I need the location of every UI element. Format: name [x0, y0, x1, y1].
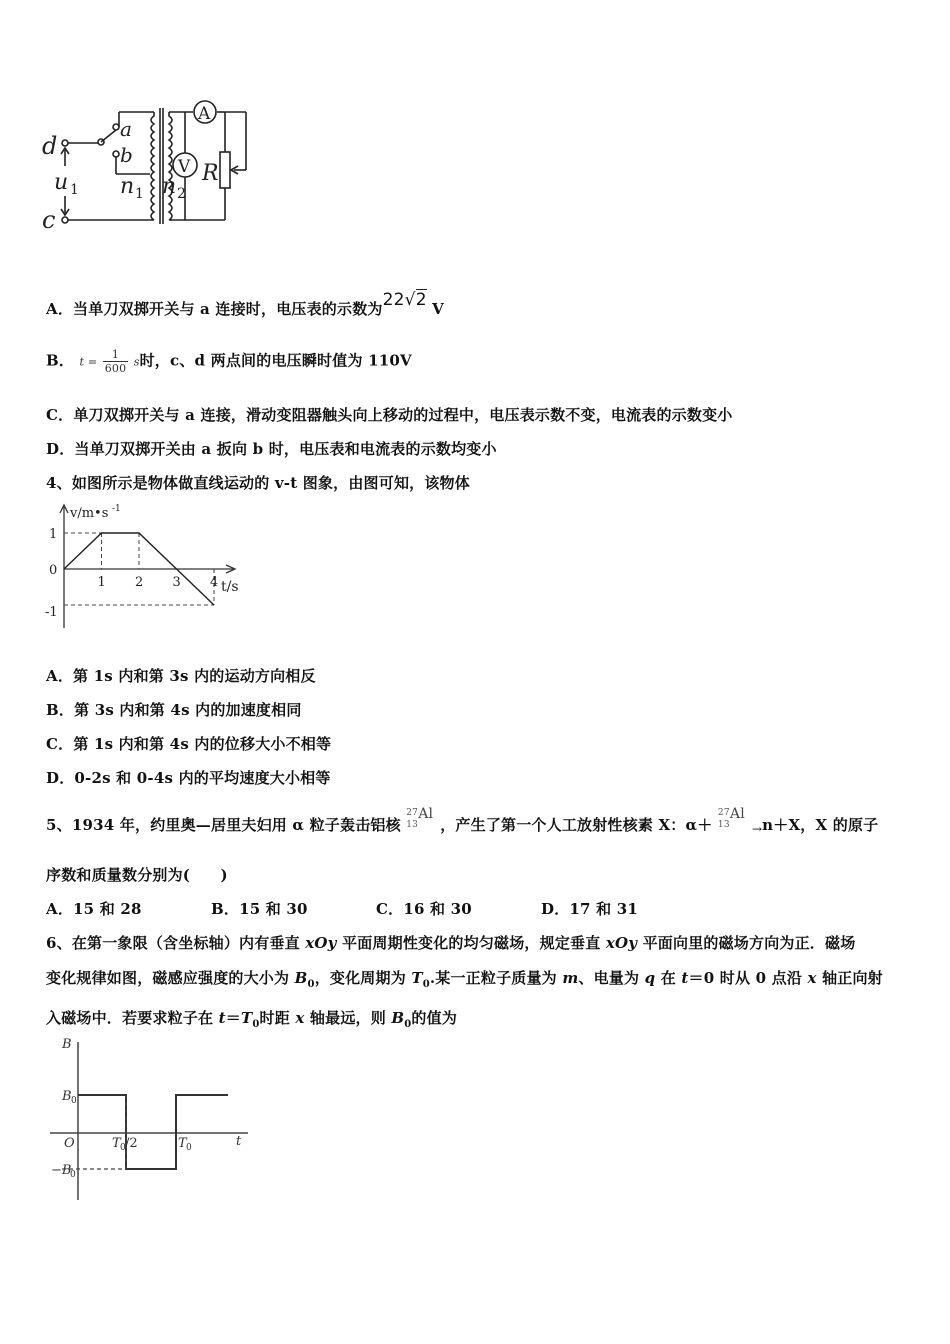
x-tick-label: 4	[210, 575, 219, 590]
vt-graph	[36, 500, 256, 635]
bt-half-period-sub: 0	[120, 1143, 126, 1153]
al-nuclide-symbol-2: 27 13 Al	[717, 806, 745, 830]
bt-b0-sub: 0	[71, 1096, 77, 1106]
voltmeter-icon: V	[178, 157, 191, 177]
x-tick-label: 3	[172, 575, 181, 590]
resistor-r-label: R	[202, 161, 219, 186]
q5-option-b: B．15 和 30	[211, 900, 308, 918]
q6-line2: 变化规律如图，磁感应强度的大小为 $B_0$，变化周期为 $T_0$.某一正粒子质量为 m、电量为 q 在 t＝0 时从 0 点沿 x 轴正向射	[46, 969, 883, 990]
n2-label: n	[162, 174, 177, 199]
y-tick-label: -1	[45, 605, 58, 620]
bt-minus-b0-label: −B	[51, 1163, 72, 1178]
q6-line1: 6、在第一象限（含坐标轴）内有垂直 xOy 平面周期性变化的均匀磁场，规定垂直 xOy 平面向里的磁场方向为正．磁场	[46, 934, 856, 952]
q5-line2: 序数和质量数分别为( )	[46, 866, 228, 884]
sqrt-icon: √	[404, 290, 416, 310]
u1-label: u	[54, 170, 69, 195]
bt-y-label: B	[62, 1037, 72, 1052]
vt-ylabel-sup: -1	[112, 504, 121, 514]
q3-option-b-t: t =	[79, 355, 98, 369]
q3-option-a: A．当单刀双掷开关与 a 连接时，电压表的示数为22√2 V	[46, 290, 445, 318]
bt-period-label: T	[178, 1136, 187, 1151]
q3-option-d: D．当单刀双掷开关由 a 扳向 b 时，电压表和电流表的示数均变小	[46, 440, 497, 458]
q5-options	[46, 898, 706, 919]
q6-line3: 入磁场中．若要求粒子在 $t=T_0$时距 x 轴最远，则 $B_0$的值为	[46, 1009, 458, 1030]
switch-a-label: a	[120, 117, 132, 141]
reaction-arrow-icon: →	[751, 822, 763, 836]
x-tick-label: 2	[135, 575, 144, 590]
q4-option-c: C．第 1s 内和第 4s 内的位移大小不相等	[46, 735, 332, 753]
q3-option-a-value: 22	[382, 290, 405, 310]
y-tick-label: 0	[49, 563, 58, 578]
q5-line1: 5、1934 年，约里奥—居里夫妇用 α 粒子轰击铝核 27 13 Al ，产生了第一个人工放射性核素 X：α＋ 27 13 Al $_\to$n＋X，X 的原子	[46, 806, 879, 836]
x-tick-label: 1	[97, 575, 106, 590]
q4-stem: 4、如图所示是物体做直线运动的 v-t 图象，由图可知，该物体	[46, 474, 470, 492]
transformer-circuit-diagram	[40, 96, 255, 231]
terminal-d-label: d	[42, 132, 58, 160]
switch-b-label: b	[120, 143, 133, 167]
bt-x-label: t	[236, 1134, 242, 1149]
q3-option-b: B． t = $\frac{1}{600}$ s时，c、d 两点间的电压瞬时值为 110V	[46, 348, 412, 375]
terminal-c-label: c	[42, 206, 56, 231]
q5-option-c: C．16 和 30	[376, 900, 472, 918]
q4-option-b: B．第 3s 内和第 4s 内的加速度相同	[46, 701, 302, 719]
bt-half-period-tail: /2	[125, 1136, 138, 1151]
n1-subscript: 1	[135, 186, 144, 202]
u1-subscript: 1	[70, 182, 79, 198]
bt-waveform	[78, 1095, 228, 1169]
al-nuclide-symbol: 27 13 Al	[406, 806, 434, 830]
q4-option-a: A．第 1s 内和第 3s 内的运动方向相反	[46, 667, 316, 685]
vt-xlabel: t/s	[221, 579, 239, 595]
y-tick-label: 1	[49, 527, 58, 542]
q3-option-b-fraction: $\frac{1}{600}$	[104, 348, 127, 375]
bt-origin-label: O	[64, 1136, 75, 1151]
vt-ylabel: v/m•s	[70, 506, 109, 521]
q3-option-b-unit: s	[133, 355, 140, 369]
ammeter-icon: A	[198, 104, 211, 124]
bt-period-sub: 0	[186, 1143, 192, 1153]
n2-subscript: 2	[177, 186, 186, 202]
bt-graph	[40, 1034, 260, 1206]
q3-option-a-radicand: 2	[415, 290, 427, 310]
q4-option-d: D．0-2s 和 0-4s 内的平均速度大小相等	[46, 769, 331, 787]
n1-label: n	[120, 174, 135, 199]
q5-option-a: A．15 和 28	[46, 900, 142, 918]
bt-half-period-label: T	[112, 1136, 121, 1151]
q5-option-d: D．17 和 31	[541, 900, 639, 918]
q3-option-c: C．单刀双掷开关与 a 连接，滑动变阻器触头向上移动的过程中，电压表示数不变，电流表的示数变小	[46, 406, 733, 424]
bt-minus-b0-sub: 0	[70, 1170, 76, 1180]
bt-b0-label: B	[62, 1089, 72, 1104]
